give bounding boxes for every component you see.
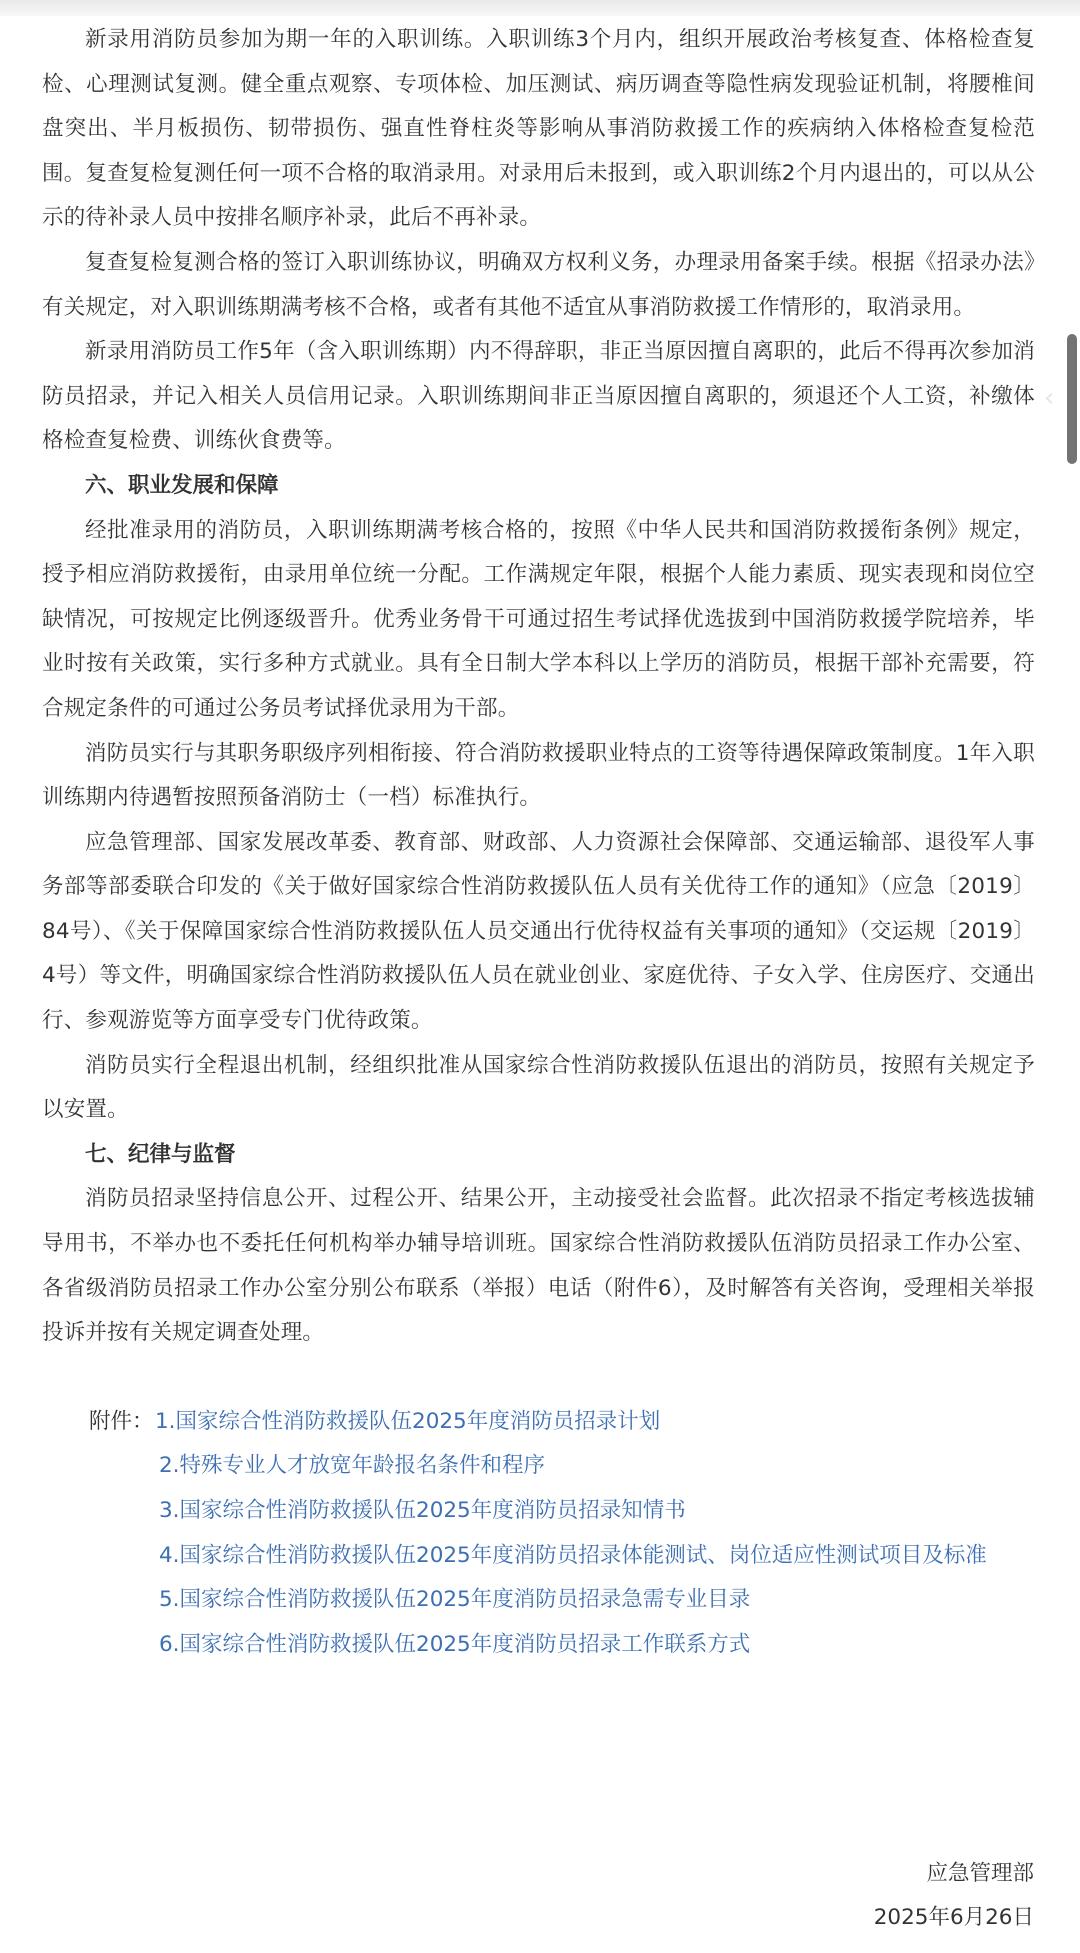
article-body: [42, 18, 1035, 1667]
section-heading-career: 六、职业发展和保障: [85, 472, 279, 498]
attachment-link-5[interactable]: 5.国家综合性消防救援队伍2025年度消防员招录急需专业目录: [159, 1587, 751, 1613]
attachment-link-1[interactable]: 1.国家综合性消防救援队伍2025年度消防员招录计划: [155, 1408, 661, 1434]
attachments-list: [155, 1400, 1035, 1668]
paragraph: 消防员实行与其职务职级序列相衔接、符合消防救援职业特点的工资等待遇保障政策制度。1年入职训练期内待遇暂按照预备消防士（一档）标准执行。: [42, 740, 1035, 811]
signature-date: 2025年6月26日: [873, 1905, 1034, 1930]
attachment-link-3[interactable]: 3.国家综合性消防救援队伍2025年度消防员招录知情书: [159, 1498, 686, 1523]
attachments-block: [42, 1400, 1035, 1668]
scrollbar-thumb[interactable]: [1067, 334, 1077, 464]
attachment-link-4[interactable]: 4.国家综合性消防救援队伍2025年度消防员招录体能测试、岗位适应性测试项目及标准: [159, 1542, 987, 1568]
paragraph: 消防员实行全程退出机制，经组织批准从国家综合性消防救援队伍退出的消防员，按照有关规定予以安置。: [42, 1052, 1035, 1123]
paragraph: 经批准录用的消防员，入职训练期满考核合格的，按照《中华人民共和国消防救援衔条例》规定，授予相应消防救援衔，由录用单位统一分配。工作满规定年限，根据个人能力素质、现实表现和岗位空缺情况，可按规定比例逐级晋升。优秀业务骨干可通过招生考试择优选拔到中国消防救援学院培养，毕业时按有关政策，实行多种方式就业。具有全日制大学本科以上学历的消防员，根据干部补充需要，符合规定条件的可通过公务员考试择优录用为干部。: [42, 517, 1035, 721]
signature-org: 应急管理部: [926, 1861, 1034, 1886]
paragraph: 新录用消防员参加为期一年的入职训练。入职训练3个月内，组织开展政治考核复查、体格检查复检、心理测试复测。健全重点观察、专项体检、加压测试、病历调查等隐性病发现验证机制，将腰椎间盘突出、半月板损伤、韧带损伤、强直性脊柱炎等影响从事消防救援工作的疾病纳入体格检查复检范围。复查复检复测任何一项不合格的取消录用。对录用后未报到，或入职训练2个月内退出的，可以从公示的待补录人员中按排名顺序补录，此后不再补录。: [42, 27, 1035, 231]
attachment-link-6[interactable]: 6.国家综合性消防救援队伍2025年度消防员招录工作联系方式: [159, 1631, 751, 1657]
paragraph: 应急管理部、国家发展改革委、教育部、财政部、人力资源社会保障部、交通运输部、退役军人事务部等部委联合印发的《关于做好国家综合性消防救援队伍人员有关优待工作的通知》（应急〔2019〕84号）、《关于保障国家综合性消防救援队伍人员交通出行优待权益有关事项的通知》（交运规〔2019〕4号）等文件，明确国家综合性消防救援队伍人员在就业创业、家庭优待、子女入学、住房医疗、交通出行、参观游览等方面享受专门优待政策。: [42, 829, 1035, 1034]
paragraph: 复查复检复测合格的签订入职训练协议，明确双方权利义务，办理录用备案手续。根据《招录办法》有关规定，对入职训练期满考核不合格，或者有其他不适宜从事消防救援工作情形的，取消录用。: [42, 249, 1035, 320]
section-heading-discipline: 七、纪律与监督: [85, 1141, 236, 1167]
paragraph: 新录用消防员工作5年（含入职训练期）内不得辞职，非正当原因擅自离职的，此后不得再次参加消防员招录，并记入相关人员信用记录。入职训练期间非正当原因擅自离职的，须退还个人工资，补缴体格检查复检费、训练伙食费等。: [42, 339, 1035, 454]
attachments-label: 附件：: [89, 1408, 154, 1434]
attachment-link-2[interactable]: 2.特殊专业人才放宽年龄报名条件和程序: [159, 1453, 546, 1479]
top-shadow-bar: [0, 0, 1080, 16]
chevron-left-icon: ‹: [1044, 383, 1055, 413]
paragraph: 消防员招录坚持信息公开、过程公开、结果公开，主动接受社会监督。此次招录不指定考核选拔辅导用书，不举办也不委托任何机构举办辅导培训班。国家综合性消防救援队伍消防员招录工作办公室、各省级消防员招录工作办公室分别公布联系（举报）电话（附件6），及时解答有关咨询，受理相关举报投诉并按有关规定调查处理。: [42, 1186, 1035, 1346]
